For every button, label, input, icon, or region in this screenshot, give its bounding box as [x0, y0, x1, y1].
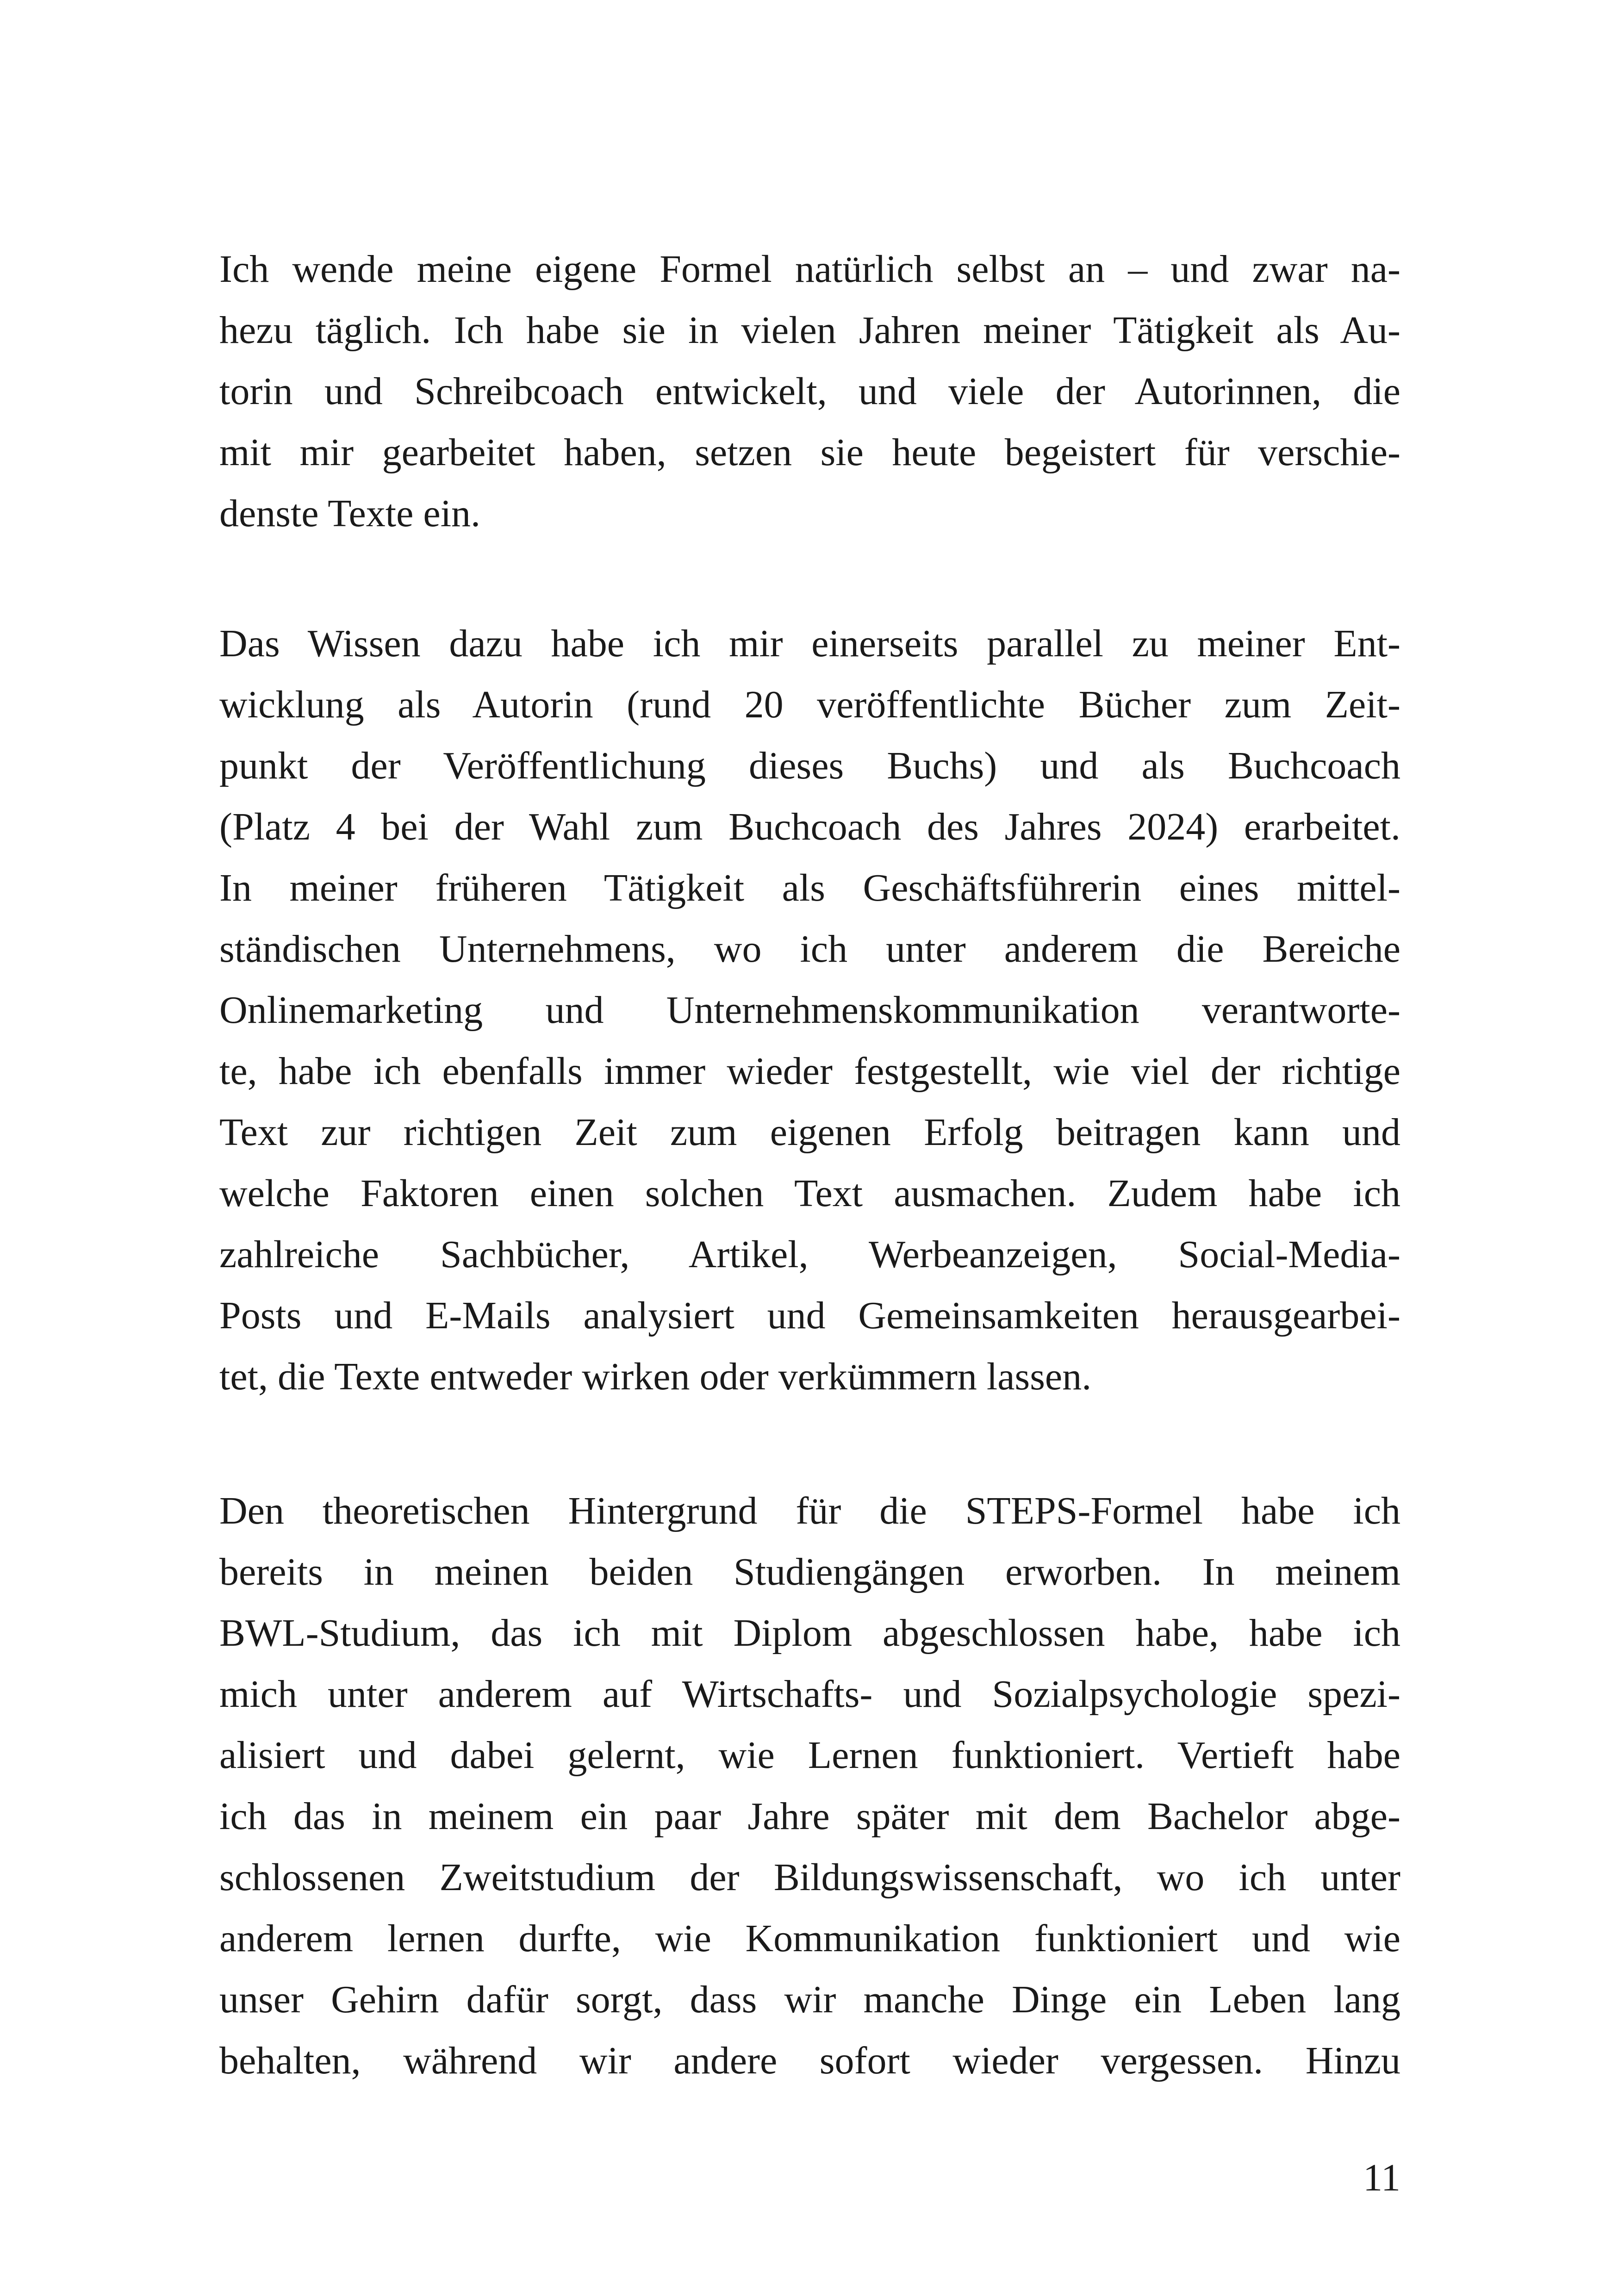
- text-line: In meiner früheren Tätigkeit als Geschäftsführerin eines mittel-: [219, 866, 1400, 909]
- text-line: zahlreiche Sachbücher, Artikel, Werbeanzeigen, Social-Media-: [219, 1233, 1400, 1276]
- text-line: tet, die Texte entweder wirken oder verkümmern lassen.: [219, 1355, 1092, 1398]
- text-line: torin und Schreibcoach entwickelt, und viele der Autorinnen, die: [219, 370, 1400, 413]
- text-line: behalten, während wir andere sofort wieder vergessen. Hinzu: [219, 2039, 1400, 2082]
- page-number: 11: [1363, 2156, 1400, 2199]
- text-line: Das Wissen dazu habe ich mir einerseits parallel zu meiner Ent-: [219, 622, 1400, 665]
- text-line: denste Texte ein.: [219, 492, 481, 535]
- paragraph-3: [219, 1481, 1400, 2091]
- text-line: punkt der Veröffentlichung dieses Buchs) und als Buchcoach: [219, 744, 1400, 787]
- text-line: alisiert und dabei gelernt, wie Lernen funktioniert. Vertieft habe: [219, 1734, 1400, 1777]
- text-line: ich das in meinem ein paar Jahre später mit dem Bachelor abge-: [219, 1795, 1400, 1838]
- text-line: anderem lernen durfte, wie Kommunikation funktioniert und wie: [219, 1917, 1400, 1960]
- text-line: te, habe ich ebenfalls immer wieder festgestellt, wie viel der richtige: [219, 1050, 1400, 1093]
- text-line: mich unter anderem auf Wirtschafts- und Sozialpsychologie spezi-: [219, 1673, 1400, 1716]
- text-line: welche Faktoren einen solchen Text ausmachen. Zudem habe ich: [219, 1172, 1400, 1215]
- text-line: Den theoretischen Hintergrund für die STEPS-Formel habe ich: [219, 1489, 1400, 1532]
- text-line: Onlinemarketing und Unternehmenskommunikation verantworte-: [219, 989, 1400, 1032]
- text-line: hezu täglich. Ich habe sie in vielen Jahren meiner Tätigkeit als Au-: [219, 309, 1400, 352]
- text-line: unser Gehirn dafür sorgt, dass wir manche Dinge ein Leben lang: [219, 1978, 1400, 2021]
- paragraph-1: [219, 239, 1400, 544]
- text-line: wicklung als Autorin (rund 20 veröffentlichte Bücher zum Zeit-: [219, 683, 1400, 726]
- text-line: Text zur richtigen Zeit zum eigenen Erfolg beitragen kann und: [219, 1111, 1400, 1154]
- text-line: mit mir gearbeitet haben, setzen sie heute begeistert für verschie-: [219, 431, 1400, 474]
- text-line: BWL-Studium, das ich mit Diplom abgeschlossen habe, habe ich: [219, 1612, 1400, 1655]
- text-line: ständischen Unternehmens, wo ich unter anderem die Bereiche: [219, 927, 1400, 971]
- text-line: (Platz 4 bei der Wahl zum Buchcoach des Jahres 2024) erarbeitet.: [219, 805, 1400, 848]
- text-line: Ich wende meine eigene Formel natürlich selbst an – und zwar na-: [219, 248, 1400, 291]
- text-line: bereits in meinen beiden Studiengängen erworben. In meinem: [219, 1550, 1400, 1593]
- paragraph-2: [219, 613, 1400, 1407]
- text-line: Posts und E-Mails analysiert und Gemeinsamkeiten herausgearbei-: [219, 1294, 1400, 1337]
- text-line: schlossenen Zweitstudium der Bildungswissenschaft, wo ich unter: [219, 1856, 1400, 1899]
